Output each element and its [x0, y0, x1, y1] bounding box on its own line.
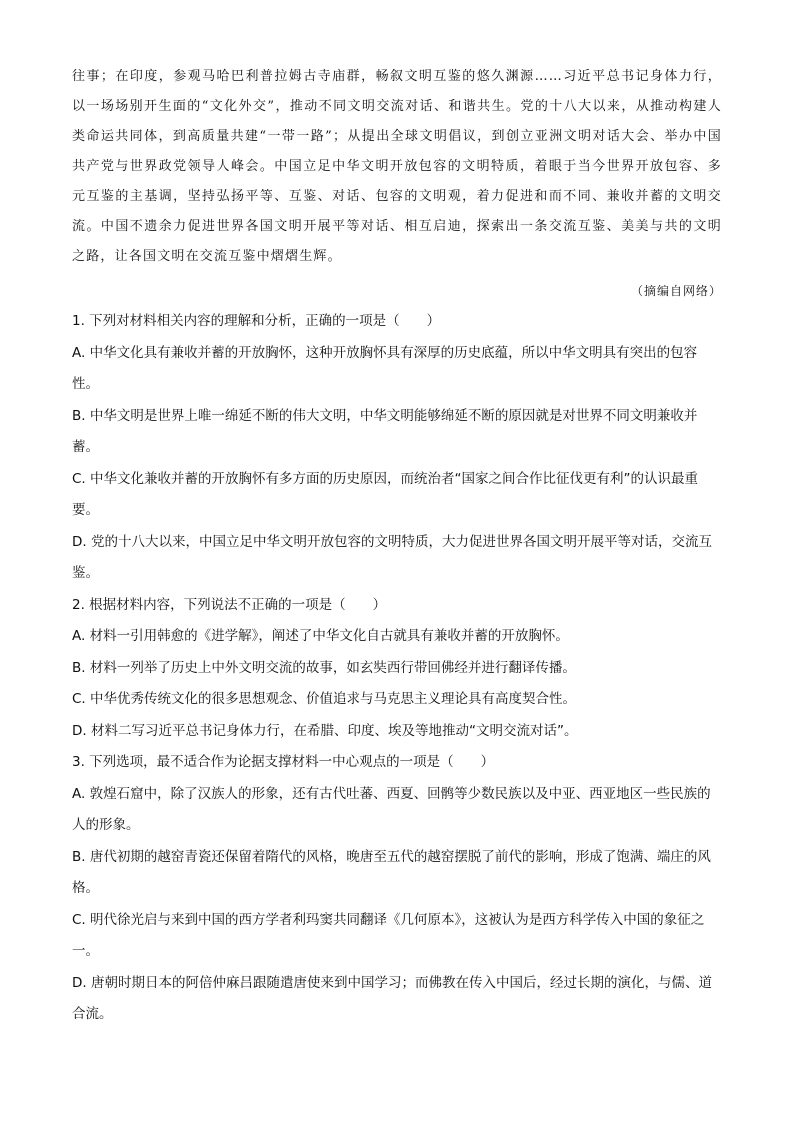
question-1 — [72, 306, 722, 590]
option-d: D. 材料二写习近平总书记身体力行，在希腊、印度、埃及等地推动“文明交流对话”。 — [72, 722, 578, 739]
option-c: C. 中华优秀传统文化的很多思想观念、价值追求与马克思主义理论具有高度契合性。 — [72, 691, 577, 707]
question-2 — [72, 590, 722, 748]
option-a: A. 敦煌石窟中，除了汉族人的形象，还有古代吐蕃、西夏、回鹘等少数民族以及中亚、西亚地区一些民族的人的形象。 — [72, 785, 711, 833]
option-b: B. 材料一列举了历史上中外文明交流的故事，如玄奘西行带回佛经并进行翻译传播。 — [72, 659, 576, 676]
question-stem: 3. 下列选项，最不适合作为论据支撑材料一中心观点的一项是（ ） — [72, 754, 495, 770]
passage-paragraph: 往事；在印度，参观马哈巴利普拉姆古寺庙群，畅叙文明互鉴的悠久渊源……习近平总书记身体力行，以一场场别开生面的“文化外交”，推动不同文明交流对话、和谐共生。党的十八大以来，从推动构建人类命运共同体，到高质量共建“一带一路”；从提出全球文明倡议，到创立亚洲文明对话大会、举办中国共产党与世界政党领导人峰会。中国立足中华文明开放包容的文明特质，着眼于当今世界开放包容、多元互鉴的主基调，坚持弘扬平等、互鉴、对话、包容的文明观，着力促进和而不同、兼收并蓄的文明交流。中国不遗余力促进世界各国文明开展平等对话、相互启迪，探索出一条交流互鉴、美美与共的文明之路，让各国文明在交流互鉴中熠熠生辉。 — [72, 69, 722, 264]
passage-source: （摘编自网络） — [630, 284, 722, 298]
option-d: D. 唐朝时期日本的阿倍仲麻吕跟随遣唐使来到中国学习；而佛教在传入中国后，经过长期的演化，与儒、道合流。 — [72, 974, 712, 1022]
option-b: B. 中华文明是世界上唯一绵延不断的伟大文明，中华文明能够绵延不断的原因就是对世界不同文明兼收并蓄。 — [72, 407, 698, 455]
reading-passage — [72, 62, 722, 306]
option-c: C. 中华文化兼收并蓄的开放胸怀有多方面的历史原因，而统治者“国家之间合作比征伐更有利”的认识最重要。 — [72, 470, 698, 518]
option-a: A. 材料一引用韩愈的《进学解》，阐述了中华文化自古就具有兼收并蓄的开放胸怀。 — [72, 628, 569, 644]
option-a: A. 中华文化具有兼收并蓄的开放胸怀，这种开放胸怀具有深厚的历史底蕴，所以中华文明具有突出的包容性。 — [72, 344, 698, 392]
question-stem: 2. 根据材料内容，下列说法不正确的一项是（ ） — [72, 596, 387, 613]
question-stem: 1. 下列对材料相关内容的理解和分析，正确的一项是（ ） — [72, 313, 441, 329]
option-d: D. 党的十八大以来，中国立足中华文明开放包容的文明特质，大力促进世界各国文明开展平等对话，交流互鉴。 — [72, 533, 712, 581]
question-3 — [72, 747, 722, 1031]
document-page — [72, 62, 722, 1031]
option-c: C. 明代徐光启与来到中国的西方学者利玛窦共同翻译《几何原本》，这被认为是西方科学传入中国的象征之一。 — [72, 911, 705, 959]
option-b: B. 唐代初期的越窑青瓷还保留着隋代的风格，晚唐至五代的越窑摆脱了前代的影响，形成了饱满、端庄的风格。 — [72, 848, 711, 896]
